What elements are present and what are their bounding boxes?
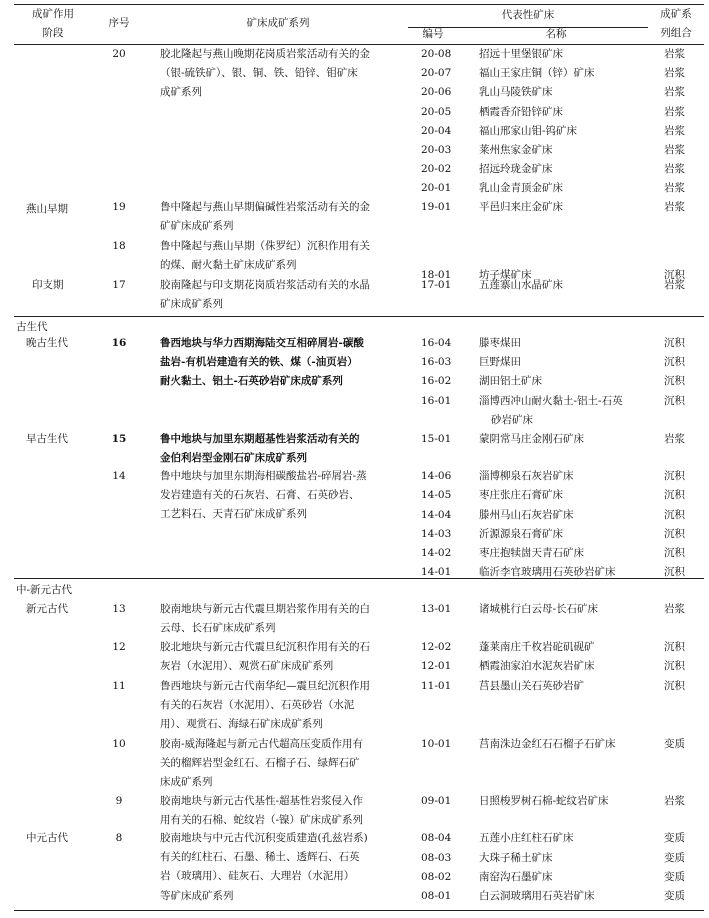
header-combo-line1: 成矿系 [660, 8, 692, 20]
deposit-code: 17-01 [421, 279, 452, 291]
series-text-line: 金伯利岩型金刚石矿床成矿系列 [160, 452, 307, 465]
deposit-type: 沉积 [664, 660, 685, 672]
series-text-line: 胶北隆起与燕山晚期花岗质岩浆活动有关的金 [160, 48, 370, 60]
series-text-line: 鲁中隆起与燕山早期（侏罗纪）沉积作用有关 [160, 240, 370, 252]
series-text-line: 成矿系列 [160, 86, 202, 99]
deposit-code: 12-02 [421, 641, 452, 653]
deposit-name: 栖霞香夼铅锌矿床 [479, 106, 563, 118]
deposit-name: 蒙阴常马庄金刚石矿床 [479, 433, 584, 445]
deposit-name: 砂岩矿床 [491, 414, 533, 427]
deposit-name: 南窑沟石墨矿床 [479, 871, 553, 883]
deposit-code: 14-04 [421, 509, 452, 521]
deposit-name: 平邑归来庄金矿床 [479, 201, 563, 213]
stage-label: 新元古代 [26, 603, 68, 615]
deposit-code: 08-04 [421, 832, 452, 844]
deposit-type: 沉积 [664, 269, 685, 281]
deposit-code: 20-02 [421, 163, 452, 175]
deposit-code: 20-08 [421, 48, 452, 60]
deposit-code: 08-02 [421, 871, 452, 883]
deposit-type: 岩浆 [664, 433, 685, 445]
deposit-type: 变质 [664, 890, 685, 902]
header-stage-line2: 阶段 [42, 27, 64, 39]
stage-label: 中-新元古代 [16, 584, 73, 596]
deposit-name: 栖霞油家泊水泥灰岩矿床 [479, 660, 595, 672]
series-text-line: 矿矿床成矿系列 [160, 220, 234, 233]
deposit-name: 招远玲珑金矿床 [479, 163, 553, 175]
deposit-type: 岩浆 [664, 67, 685, 79]
deposit-name: 巨野煤田 [479, 356, 521, 368]
deposit-type: 岩浆 [664, 106, 685, 118]
deposit-name: 枣庄张庄石膏矿床 [479, 489, 563, 501]
deposit-code: 13-01 [421, 603, 452, 615]
deposit-name: 招远十里堡银矿床 [479, 48, 563, 60]
deposit-code: 16-03 [421, 356, 452, 368]
deposit-code: 10-01 [421, 738, 452, 750]
deposit-name: 沂源源泉石膏矿床 [479, 528, 563, 540]
series-text-line: 有关的石灰岩（水泥用）、石英砂岩（水泥 [160, 699, 355, 712]
header-rep-group: 代表性矿床 [501, 9, 555, 21]
deposit-type: 沉积 [664, 680, 685, 692]
deposit-code: 14-06 [421, 470, 452, 482]
series-text-line: 云母、长石矿床成矿系列 [160, 622, 276, 635]
deposit-type: 沉积 [664, 470, 685, 482]
deposit-name: 乳山马陵铁矿床 [479, 86, 553, 98]
series-text-line: 胶南地块与新元古代震旦期岩浆作用有关的白 [160, 603, 370, 615]
deposit-code: 08-03 [421, 852, 452, 864]
series-text-line: 矿床成矿系列 [160, 298, 223, 311]
header-rep-code: 编号 [422, 28, 444, 40]
deposit-name: 滕州马山石灰岩矿床 [479, 509, 574, 521]
deposit-code: 12-01 [421, 660, 452, 672]
series-seq: 10 [112, 738, 126, 750]
deposit-name: 福山王家庄铜（锌）矿床 [479, 67, 595, 79]
deposit-type: 岩浆 [664, 125, 685, 137]
deposit-type: 沉积 [664, 489, 685, 501]
deposit-name: 枣庄抱犊崮天青石矿床 [479, 547, 584, 559]
deposit-name: 乳山金青顶金矿床 [479, 182, 563, 194]
top-rule [14, 4, 704, 5]
series-text-line: 的煤、耐火黏土矿床成矿系列 [160, 259, 297, 272]
deposit-code: 14-02 [421, 547, 452, 559]
deposit-type: 沉积 [664, 337, 685, 349]
deposit-type: 沉积 [664, 395, 685, 407]
deposit-type: 沉积 [664, 528, 685, 540]
deposit-name: 莒县墨山关石英砂岩矿 [479, 680, 584, 692]
series-seq: 9 [115, 795, 123, 807]
deposit-code: 08-01 [421, 890, 452, 902]
deposit-type: 沉积 [664, 356, 685, 368]
series-seq: 20 [112, 48, 126, 60]
series-text-line: 胶南地块与新元古代基性-超基性岩浆侵入作 [160, 795, 364, 807]
header-rep-name: 名称 [545, 28, 567, 40]
series-seq: 12 [112, 641, 126, 653]
bottom-rule [14, 910, 704, 911]
deposit-name: 淄博西冲山耐火黏土-铝土-石英 [479, 395, 623, 407]
series-seq: 11 [112, 680, 126, 692]
deposit-name: 莱州焦家金矿床 [479, 144, 553, 156]
series-text-line: 胶南-威海隆起与新元古代超高压变质作用有 [160, 738, 364, 750]
series-seq: 16 [111, 337, 127, 349]
deposit-name: 福山邢家山钼-钨矿床 [479, 125, 578, 137]
series-text-line: 床成矿系列 [160, 776, 213, 789]
deposit-name: 日照梭罗树石棉-蛇纹岩矿床 [479, 795, 609, 807]
deposit-type: 变质 [664, 832, 685, 844]
series-text-line: 等矿床成矿系列 [160, 889, 234, 902]
deposit-name: 湖田铝土矿床 [479, 375, 542, 387]
series-text-line: 胶南地块与中元古代沉积变质建造(孔兹岩系) [160, 832, 368, 844]
deposit-type: 沉积 [664, 641, 685, 653]
series-text-line: 岩（玻璃用）、硅灰石、大理岩（水泥用） [160, 870, 355, 883]
deposit-type: 岩浆 [664, 48, 685, 60]
deposit-type: 变质 [664, 871, 685, 883]
deposit-code: 11-01 [421, 680, 452, 692]
deposit-code: 14-01 [421, 566, 452, 578]
stage-label: 古生代 [16, 321, 48, 333]
deposit-type: 岩浆 [664, 795, 685, 807]
series-text-line: 鲁中地块与加里东期海相碳酸盐岩-碎屑岩-蒸 [160, 470, 367, 482]
series-text-line: 盐岩-有机岩建造有关的铁、煤（-油页岩） [160, 356, 358, 369]
deposit-type: 岩浆 [664, 603, 685, 615]
deposit-type: 岩浆 [664, 144, 685, 156]
deposit-name: 五莲小庄红柱石矿床 [479, 832, 574, 844]
series-text-line: 工艺料石、天青石矿床成矿系列 [160, 508, 307, 521]
series-text-line: 发岩建造有关的石灰岩、石膏、石英砂岩、 [160, 489, 360, 502]
deposit-code: 15-01 [421, 433, 452, 445]
deposit-code: 16-04 [421, 337, 452, 349]
series-text-line: 鲁中隆起与燕山早期偏碱性岩浆活动有关的金 [160, 201, 370, 213]
series-text-line: 耐火黏土、铝土-石英砂岩矿床成矿系列 [160, 375, 343, 388]
series-text-line: 有关的红柱石、石墨、稀土、透辉石、石英 [160, 851, 360, 864]
deposit-code: 20-01 [421, 182, 452, 194]
deposit-code: 16-01 [421, 395, 452, 407]
series-text-line: 灰岩（水泥用）、观赏石矿床成矿系列 [160, 660, 334, 673]
series-text-line: （银-硫铁矿）、银、铜、铁、铅锌、钼矿床 [160, 67, 358, 80]
header-seq: 序号 [108, 17, 130, 29]
deposit-code: 16-02 [421, 375, 452, 387]
stage-label: 早古生代 [26, 433, 68, 445]
deposit-name: 莒南洙边金红石石榴子石矿床 [479, 738, 616, 750]
header-stage-line1: 成矿作用 [32, 8, 74, 20]
deposit-type: 岩浆 [664, 163, 685, 175]
deposit-type: 岩浆 [664, 182, 685, 194]
series-text-line: 鲁西地块与新元古代南华纪—震旦纪沉积作用 [160, 680, 370, 692]
deposit-code: 20-03 [421, 144, 452, 156]
stage-label: 晚古生代 [26, 337, 68, 349]
deposit-code: 20-06 [421, 86, 452, 98]
deposit-type: 变质 [664, 852, 685, 864]
series-seq: 19 [112, 201, 126, 213]
deposit-name: 滕枣煤田 [479, 337, 521, 349]
series-seq: 13 [112, 603, 126, 615]
deposit-type: 沉积 [664, 566, 685, 578]
stage-label: 燕山早期 [26, 203, 68, 215]
deposit-type: 沉积 [664, 375, 685, 387]
deposit-type: 沉积 [664, 547, 685, 559]
series-text-line: 关的榴辉岩型金红石、石榴子石、绿辉石矿 [160, 757, 360, 770]
series-text-line: 胶南隆起与印支期花岗质岩浆活动有关的水晶 [160, 279, 370, 291]
deposit-type: 变质 [664, 738, 685, 750]
series-text-line: 用）、观赏石、海绿石矿床成矿系列 [160, 718, 323, 731]
stage-label: 印支期 [32, 279, 64, 291]
deposit-type: 沉积 [664, 509, 685, 521]
stage-label: 中元古代 [26, 832, 68, 844]
series-seq: 18 [112, 240, 126, 252]
deposit-code: 14-03 [421, 528, 452, 540]
series-seq: 14 [112, 470, 126, 482]
deposit-name: 坊子煤矿床 [479, 269, 532, 281]
deposit-name: 淄博柳泉石灰岩矿床 [479, 470, 574, 482]
section-rule-paleozoic [14, 316, 704, 317]
deposit-code: 20-05 [421, 106, 452, 118]
deposit-code: 20-07 [421, 67, 452, 79]
series-seq: 17 [112, 279, 126, 291]
header-series: 矿床成矿系列 [246, 17, 310, 29]
deposit-code: 09-01 [421, 795, 452, 807]
deposit-name: 临沂李官玻璃用石英砂岩矿床 [479, 566, 616, 578]
deposit-type: 岩浆 [664, 86, 685, 98]
deposit-code: 20-04 [421, 125, 452, 137]
deposit-code: 14-05 [421, 489, 452, 501]
deposit-type: 岩浆 [664, 279, 685, 291]
deposit-code: 19-01 [421, 201, 452, 213]
series-text-line: 鲁西地块与华力西期海陆交互相碎屑岩-碳酸 [160, 337, 364, 349]
deposit-type: 岩浆 [664, 201, 685, 213]
series-text-line: 鲁中地块与加里东期超基性岩浆活动有关的 [160, 433, 360, 445]
deposit-name: 蓬莱南庄千枚岩砣矶砚矿 [479, 641, 595, 653]
header-combo-line2: 列组合 [660, 27, 692, 39]
series-seq: 15 [111, 433, 127, 445]
deposit-name: 诸城桃行白云母-长石矿床 [479, 603, 599, 615]
deposit-name: 五莲寨山水晶矿床 [479, 279, 563, 291]
series-text-line: 胶北地块与新元古代震旦纪沉积作用有关的石 [160, 641, 370, 653]
deposit-name: 白云洞玻璃用石英岩矿床 [479, 890, 595, 902]
deposit-name: 大珠子稀土矿床 [479, 852, 553, 864]
deposit-code: 18-01 [421, 269, 452, 281]
series-seq: 8 [115, 832, 123, 844]
series-text-line: 用有关的石棉、蛇纹岩（-镍）矿床成矿系列 [160, 814, 364, 827]
